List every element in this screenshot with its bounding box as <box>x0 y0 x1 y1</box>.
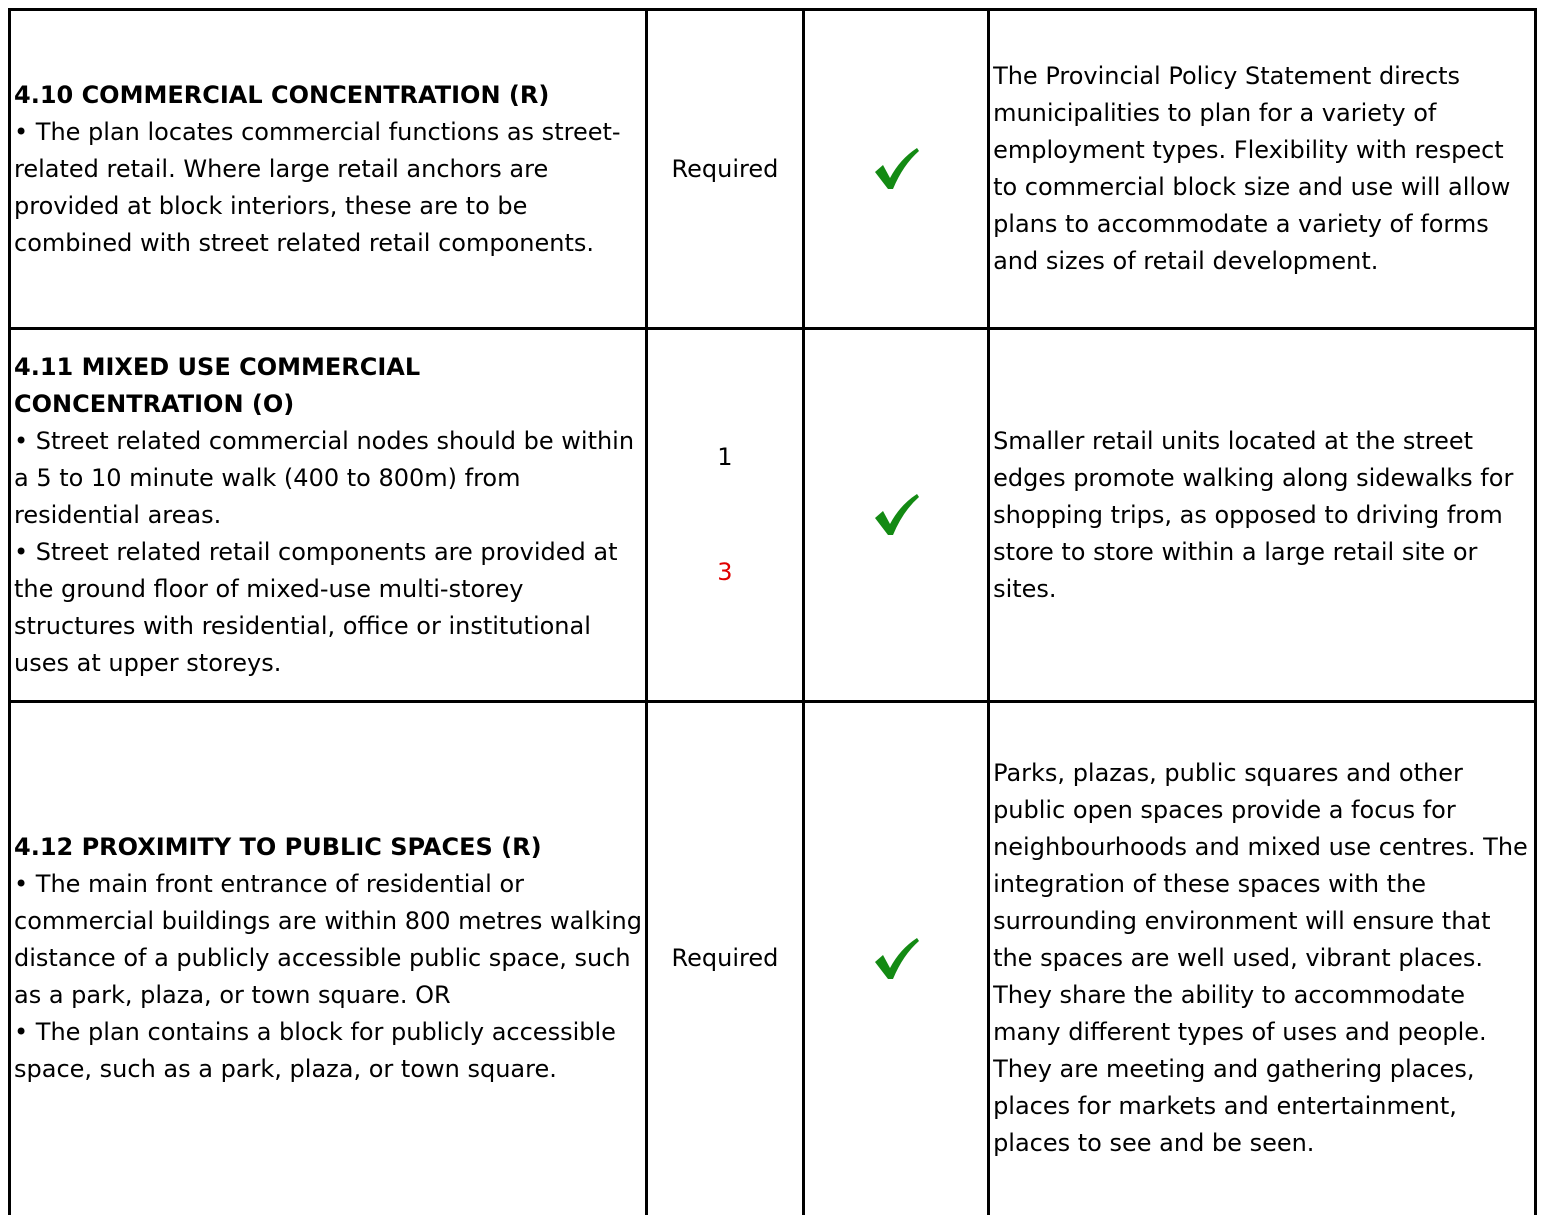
check-cell <box>804 702 989 1215</box>
points-cell <box>646 329 803 702</box>
notes-text: Smaller retail units located at the street edges promote walking along sidewalks for shopping trips, as opposed to driving from store to store within a large retail site or sites. <box>993 426 1514 603</box>
criteria-cell <box>10 10 647 329</box>
criterion-title: 4.12 PROXIMITY TO PUBLIC SPACES (R) <box>14 833 542 862</box>
points-bonus-value: 3 <box>717 558 733 586</box>
criterion-bullet: • The main front entrance of residential or commercial buildings are within 800 metres walking distance of a publicly accessible public space, such as a park, plaza, or town square. OR <box>14 870 642 1010</box>
notes-cell <box>989 329 1536 702</box>
notes-cell <box>989 702 1536 1215</box>
criterion-bullet: • Street related commercial nodes should be within a 5 to 10 minute walk (400 to 800m) from residential areas. <box>14 426 635 529</box>
table-row <box>10 702 1536 1215</box>
criterion-bullet: • The plan contains a block for publicly accessible space, such as a park, plaza, or town square. <box>14 1018 616 1084</box>
points-value: 1 <box>717 443 733 471</box>
points-cell <box>646 702 803 1215</box>
notes-cell <box>989 10 1536 329</box>
notes-text: Parks, plazas, public squares and other public open spaces provide a focus for neighbourhoods and mixed use centres. The integration of these spaces with the surrounding environment will ensure that the spaces are well used, vibrant places. They share the ability to accommodate many different types of uses and people. They are meeting and gathering places, places for markets and entertainment, places to see and be seen. <box>993 759 1528 1158</box>
check-cell <box>804 10 989 329</box>
table-row <box>10 329 1536 702</box>
checkmark-icon <box>872 491 920 539</box>
notes-text: The Provincial Policy Statement directs municipalities to plan for a variety of employment types. Flexibility with respect to commercial block size and use will allow plans to accommodate a variety of forms and sizes of retail development. <box>993 62 1511 275</box>
criterion-bullet: • The plan locates commercial functions as street-related retail. Where large retail anchors are provided at block interiors, these are to be combined with street related retail components. <box>14 117 621 257</box>
points-spacer <box>648 476 802 554</box>
criterion-bullet: • Street related retail components are provided at the ground floor of mixed-use multi-storey structures with residential, office or institutional uses at upper storeys. <box>14 537 618 677</box>
checkmark-icon <box>872 145 920 193</box>
points-value: Required <box>671 944 779 973</box>
criterion-title: 4.11 MIXED USE COMMERCIAL CONCENTRATION (O) <box>14 352 421 418</box>
checkmark-icon <box>872 935 920 983</box>
criterion-title: 4.10 COMMERCIAL CONCENTRATION (R) <box>14 80 550 109</box>
criteria-cell <box>10 329 647 702</box>
criteria-cell <box>10 702 647 1215</box>
points-value: Required <box>671 154 779 183</box>
criteria-table <box>8 8 1537 1215</box>
check-cell <box>804 329 989 702</box>
points-cell <box>646 10 803 329</box>
table-row <box>10 10 1536 329</box>
